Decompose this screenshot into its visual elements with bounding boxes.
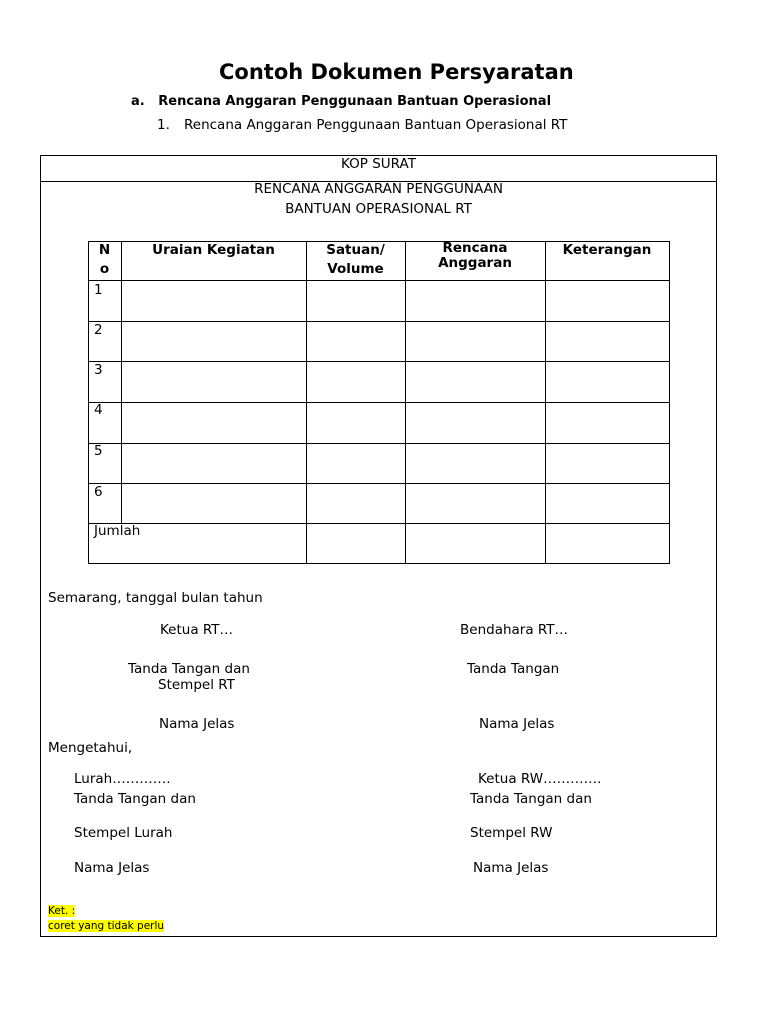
- form-heading-line1: RENCANA ANGGARAN PENGGUNAAN: [254, 181, 503, 197]
- table-row-divider: [88, 443, 670, 444]
- row-number: 6: [94, 484, 103, 500]
- ketua-rw-signature-label: Tanda Tangan dan: [470, 791, 592, 807]
- col-header-rencana-line2: Anggaran: [438, 255, 512, 271]
- col-header-rencana: [405, 241, 545, 271]
- ketua-rw-stamp-label: Stempel RW: [470, 825, 553, 841]
- table-col-divider: [405, 241, 406, 563]
- ketua-rw-name-label: Nama Jelas: [473, 860, 549, 876]
- lurah-stamp-label: Stempel Lurah: [74, 825, 173, 841]
- lurah-signature-label: Tanda Tangan dan: [74, 791, 196, 807]
- table-border-left: [88, 241, 89, 563]
- col-header-no-line1: N: [98, 242, 111, 258]
- table-col-divider: [306, 241, 307, 563]
- total-label: Jumlah: [94, 523, 141, 539]
- bendahara-signature-label: Tanda Tangan: [467, 661, 560, 677]
- table-row-divider: [88, 321, 670, 322]
- ketua-rt-signature-label: Tanda Tangan dan: [128, 661, 250, 677]
- table-row-divider: [88, 402, 670, 403]
- col-header-satuan-line1: Satuan/: [326, 242, 385, 258]
- note-text-wrapper: [48, 914, 164, 933]
- table-col-divider: [545, 241, 546, 563]
- ketua-rw-label: Ketua RW………….: [478, 771, 602, 787]
- table-col-divider: [121, 241, 122, 523]
- row-number: 3: [94, 362, 103, 378]
- col-header-uraian: Uraian Kegiatan: [152, 242, 275, 258]
- section-a-heading: a. Rencana Anggaran Penggunaan Bantuan Operasional: [131, 94, 552, 109]
- lurah-name-label: Nama Jelas: [74, 860, 150, 876]
- col-header-keterangan: Keterangan: [562, 242, 652, 258]
- bendahara-name-label: Nama Jelas: [479, 716, 555, 732]
- item-1-heading: Rencana Anggaran Penggunaan Bantuan Operasional RT: [184, 117, 568, 133]
- row-number: 2: [94, 322, 103, 338]
- note-text: coret yang tidak perlu: [48, 920, 165, 932]
- col-header-no-line2: o: [99, 261, 110, 277]
- ketua-rt-stamp-label: Stempel RT: [158, 677, 235, 693]
- lurah-label: Lurah………….: [74, 771, 171, 787]
- note-label: Ket. :: [48, 905, 76, 917]
- table-row-divider: [88, 483, 670, 484]
- document-title: Contoh Dokumen Persyaratan: [219, 60, 574, 84]
- col-header-no: [88, 241, 121, 279]
- ketua-rt-label: Ketua RT…: [160, 622, 234, 638]
- table-header-divider: [88, 280, 670, 281]
- table-row-divider: [88, 523, 670, 524]
- kop-surat: KOP SURAT: [341, 156, 416, 172]
- col-header-rencana-line1: Rencana: [442, 240, 508, 256]
- place-date: Semarang, tanggal bulan tahun: [48, 590, 263, 606]
- row-number: 1: [94, 282, 103, 298]
- form-heading-line2: BANTUAN OPERASIONAL RT: [285, 201, 472, 217]
- table-row-divider: [88, 361, 670, 362]
- item-1-number: 1.: [157, 117, 170, 133]
- ketua-rt-name-label: Nama Jelas: [159, 716, 235, 732]
- table-border-bottom: [88, 563, 670, 564]
- row-number: 4: [94, 402, 103, 418]
- row-number: 5: [94, 443, 103, 459]
- table-border-right: [669, 241, 670, 563]
- mengetahui-label: Mengetahui,: [48, 740, 133, 756]
- col-header-satuan-line2: Volume: [327, 261, 384, 277]
- bendahara-rt-label: Bendahara RT…: [460, 622, 569, 638]
- col-header-satuan: [306, 241, 405, 279]
